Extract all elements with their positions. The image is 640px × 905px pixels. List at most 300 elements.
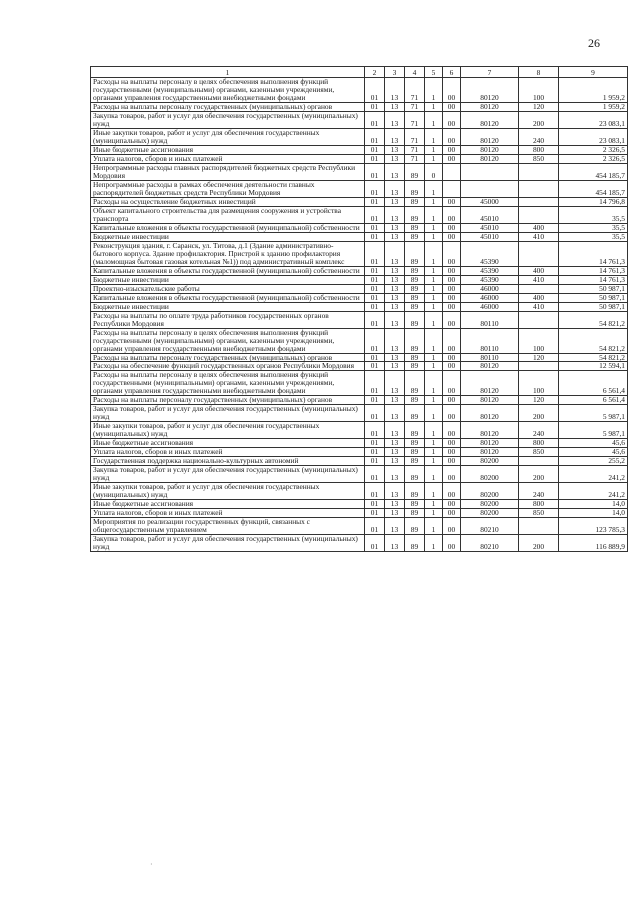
row-description: Иные бюджетные ассигнования — [91, 439, 365, 448]
row-subsection: 13 — [385, 509, 405, 518]
row-direction: 00 — [443, 371, 461, 396]
row-direction: 00 — [443, 223, 461, 232]
row-amount: 14 761,3 — [559, 241, 628, 266]
row-subprogram: 1 — [425, 328, 443, 353]
row-amount: 45,6 — [559, 448, 628, 457]
row-amount: 35,5 — [559, 232, 628, 241]
table-row — [91, 284, 628, 293]
row-subsection: 13 — [385, 405, 405, 422]
row-direction: 00 — [443, 396, 461, 405]
row-subprogram: 1 — [425, 509, 443, 518]
column-header: 9 — [559, 67, 628, 78]
row-target-code: 80120 — [461, 439, 519, 448]
row-expense-type — [519, 163, 559, 180]
row-subsection: 13 — [385, 483, 405, 500]
row-expense-type: 410 — [519, 275, 559, 284]
row-amount: 50 987,1 — [559, 302, 628, 311]
row-subprogram: 1 — [425, 466, 443, 483]
row-section: 01 — [365, 275, 385, 284]
row-expense-type: 100 — [519, 371, 559, 396]
row-section: 01 — [365, 266, 385, 275]
row-subsection: 13 — [385, 197, 405, 206]
row-expense-type: 200 — [519, 111, 559, 128]
row-subprogram: 1 — [425, 396, 443, 405]
row-direction — [443, 180, 461, 197]
row-subprogram: 1 — [425, 197, 443, 206]
row-subsection: 13 — [385, 275, 405, 284]
row-section: 01 — [365, 328, 385, 353]
row-description: Иные бюджетные ассигнования — [91, 500, 365, 509]
row-subsection: 13 — [385, 223, 405, 232]
row-target-code: 80200 — [461, 500, 519, 509]
table-row — [91, 311, 628, 328]
row-amount: 116 889,9 — [559, 535, 628, 552]
row-section: 01 — [365, 180, 385, 197]
row-subsection: 13 — [385, 78, 405, 103]
row-amount: 14,0 — [559, 500, 628, 509]
row-direction: 00 — [443, 353, 461, 362]
row-section: 01 — [365, 518, 385, 535]
row-description: Капитальные вложения в объекты государственной (муниципальной) собственности — [91, 293, 365, 302]
row-subprogram: 1 — [425, 457, 443, 466]
table-row — [91, 302, 628, 311]
row-direction: 00 — [443, 302, 461, 311]
row-target-code — [461, 180, 519, 197]
row-program: 89 — [405, 483, 425, 500]
row-direction: 00 — [443, 362, 461, 371]
row-subsection: 13 — [385, 145, 405, 154]
row-amount: 14,0 — [559, 509, 628, 518]
row-amount: 241,2 — [559, 483, 628, 500]
row-subsection: 13 — [385, 266, 405, 275]
row-direction: 00 — [443, 448, 461, 457]
row-expense-type: 120 — [519, 102, 559, 111]
row-program: 89 — [405, 266, 425, 275]
row-expense-type — [519, 518, 559, 535]
row-description: Иные закупки товаров, работ и услуг для обеспечения государственных (муниципальных) нужд — [91, 422, 365, 439]
row-expense-type: 850 — [519, 509, 559, 518]
row-program: 89 — [405, 206, 425, 223]
row-description: Расходы на обеспечение функций государственных органов Республики Мордовия — [91, 362, 365, 371]
row-direction: 00 — [443, 311, 461, 328]
row-subsection: 13 — [385, 535, 405, 552]
row-section: 01 — [365, 396, 385, 405]
row-expense-type: 800 — [519, 439, 559, 448]
row-program: 71 — [405, 78, 425, 103]
row-subprogram: 1 — [425, 311, 443, 328]
row-direction: 00 — [443, 518, 461, 535]
row-program: 71 — [405, 128, 425, 145]
row-expense-type: 200 — [519, 405, 559, 422]
row-subsection: 13 — [385, 241, 405, 266]
row-expense-type — [519, 311, 559, 328]
row-expense-type: 410 — [519, 302, 559, 311]
row-section: 01 — [365, 353, 385, 362]
row-description: Расходы на выплаты по оплате труда работников государственных органов Республики Мордовия — [91, 311, 365, 328]
row-section: 01 — [365, 302, 385, 311]
row-expense-type — [519, 284, 559, 293]
row-subprogram: 1 — [425, 302, 443, 311]
row-section: 01 — [365, 293, 385, 302]
row-target-code: 80120 — [461, 362, 519, 371]
table-row — [91, 466, 628, 483]
row-section: 01 — [365, 405, 385, 422]
row-expense-type: 400 — [519, 293, 559, 302]
row-subprogram: 1 — [425, 102, 443, 111]
row-direction: 00 — [443, 111, 461, 128]
row-section: 01 — [365, 535, 385, 552]
row-amount: 2 326,5 — [559, 145, 628, 154]
row-expense-type: 240 — [519, 483, 559, 500]
row-subsection: 13 — [385, 518, 405, 535]
table-row — [91, 422, 628, 439]
row-section: 01 — [365, 154, 385, 163]
row-target-code: 80120 — [461, 111, 519, 128]
row-description: Непрограммные расходы главных распорядителей бюджетных средств Республики Мордовия — [91, 163, 365, 180]
row-expense-type: 800 — [519, 500, 559, 509]
row-description: Расходы на выплаты персоналу государственных (муниципальных) органов — [91, 102, 365, 111]
row-subsection: 13 — [385, 284, 405, 293]
row-amount: 23 083,1 — [559, 111, 628, 128]
row-amount: 35,5 — [559, 223, 628, 232]
row-subprogram: 1 — [425, 293, 443, 302]
row-section: 01 — [365, 197, 385, 206]
row-expense-type — [519, 457, 559, 466]
row-description: Уплата налогов, сборов и иных платежей — [91, 448, 365, 457]
row-section: 01 — [365, 500, 385, 509]
row-target-code: 80110 — [461, 311, 519, 328]
row-program: 71 — [405, 154, 425, 163]
row-description: Объект капитального строительства для размещения сооружения и устройства транспорта — [91, 206, 365, 223]
row-program: 89 — [405, 275, 425, 284]
row-subsection: 13 — [385, 466, 405, 483]
row-program: 89 — [405, 535, 425, 552]
table-row — [91, 535, 628, 552]
row-section: 01 — [365, 509, 385, 518]
row-amount: 5 987,1 — [559, 422, 628, 439]
row-target-code: 80120 — [461, 145, 519, 154]
table-row — [91, 128, 628, 145]
row-subsection: 13 — [385, 311, 405, 328]
row-description: Мероприятия по реализации государственных функций, связанных с общегосударственным управлением — [91, 518, 365, 535]
table-row — [91, 241, 628, 266]
row-amount: 14 796,8 — [559, 197, 628, 206]
row-target-code: 46000 — [461, 302, 519, 311]
row-amount: 241,2 — [559, 466, 628, 483]
row-program: 89 — [405, 284, 425, 293]
row-direction: 00 — [443, 197, 461, 206]
column-header: 3 — [385, 67, 405, 78]
row-target-code: 80110 — [461, 353, 519, 362]
row-description: Расходы на осуществление бюджетных инвестиций — [91, 197, 365, 206]
row-program: 89 — [405, 293, 425, 302]
row-target-code: 80200 — [461, 483, 519, 500]
row-direction: 00 — [443, 275, 461, 284]
row-section: 01 — [365, 163, 385, 180]
row-section: 01 — [365, 439, 385, 448]
row-subsection: 13 — [385, 328, 405, 353]
row-target-code: 80210 — [461, 535, 519, 552]
row-direction: 00 — [443, 500, 461, 509]
row-subprogram: 1 — [425, 405, 443, 422]
row-amount: 1 959,2 — [559, 78, 628, 103]
row-description: Закупка товаров, работ и услуг для обеспечения государственных (муниципальных) нужд — [91, 466, 365, 483]
row-subprogram: 1 — [425, 78, 443, 103]
row-target-code: 45390 — [461, 266, 519, 275]
row-direction: 00 — [443, 78, 461, 103]
row-target-code: 80120 — [461, 371, 519, 396]
row-program: 89 — [405, 362, 425, 371]
row-expense-type — [519, 241, 559, 266]
row-description: Закупка товаров, работ и услуг для обеспечения государственных (муниципальных) нужд — [91, 111, 365, 128]
row-expense-type: 400 — [519, 223, 559, 232]
row-subsection: 13 — [385, 154, 405, 163]
row-subprogram: 1 — [425, 275, 443, 284]
row-amount: 35,5 — [559, 206, 628, 223]
row-description: Расходы на выплаты персоналу в целях обеспечения выполнения функций государственными (муниципальными) органами, казенными учреждениями, органами управления государственными внебюджетными фондами — [91, 78, 365, 103]
row-section: 01 — [365, 78, 385, 103]
row-target-code: 80200 — [461, 457, 519, 466]
row-description: Бюджетные инвестиции — [91, 302, 365, 311]
row-subprogram: 1 — [425, 439, 443, 448]
row-section: 01 — [365, 448, 385, 457]
row-program: 89 — [405, 500, 425, 509]
row-section: 01 — [365, 102, 385, 111]
table-row — [91, 111, 628, 128]
row-expense-type: 120 — [519, 396, 559, 405]
row-subsection: 13 — [385, 206, 405, 223]
row-subprogram: 1 — [425, 206, 443, 223]
row-description: Капитальные вложения в объекты государственной (муниципальной) собственности — [91, 266, 365, 275]
row-section: 01 — [365, 483, 385, 500]
row-program: 89 — [405, 422, 425, 439]
row-program: 89 — [405, 302, 425, 311]
row-subprogram: 1 — [425, 448, 443, 457]
row-description: Иные закупки товаров, работ и услуг для обеспечения государственных (муниципальных) нужд — [91, 483, 365, 500]
row-section: 01 — [365, 145, 385, 154]
row-section: 01 — [365, 422, 385, 439]
row-subprogram: 1 — [425, 154, 443, 163]
row-amount: 1 959,2 — [559, 102, 628, 111]
column-header: 7 — [461, 67, 519, 78]
row-program: 89 — [405, 328, 425, 353]
row-description: Реконструкция здания, г. Саранск, ул. Титова, д.1 (Здание административно-бытового корпуса. Здание профилактория. Пристрой к зданию профилактория (маломощная бытовая газовая котельная №1)) под административный комплекс — [91, 241, 365, 266]
row-subprogram: 1 — [425, 223, 443, 232]
header-row — [91, 67, 628, 78]
row-direction: 00 — [443, 509, 461, 518]
row-target-code: 80200 — [461, 509, 519, 518]
row-direction: 00 — [443, 128, 461, 145]
row-subprogram: 0 — [425, 163, 443, 180]
table-row — [91, 371, 628, 396]
row-amount: 54 821,2 — [559, 328, 628, 353]
row-direction: 00 — [443, 405, 461, 422]
row-subprogram: 1 — [425, 362, 443, 371]
row-direction: 00 — [443, 483, 461, 500]
row-subprogram: 1 — [425, 266, 443, 275]
row-amount: 12 594,1 — [559, 362, 628, 371]
row-expense-type: 850 — [519, 154, 559, 163]
row-description: Капитальные вложения в объекты государственной (муниципальной) собственности — [91, 223, 365, 232]
row-direction: 00 — [443, 466, 461, 483]
row-amount: 2 326,5 — [559, 154, 628, 163]
table-row — [91, 293, 628, 302]
row-expense-type: 800 — [519, 145, 559, 154]
row-amount: 255,2 — [559, 457, 628, 466]
row-section: 01 — [365, 311, 385, 328]
row-target-code: 80210 — [461, 518, 519, 535]
row-amount: 14 761,3 — [559, 266, 628, 275]
table-row — [91, 145, 628, 154]
row-amount: 54 821,2 — [559, 353, 628, 362]
row-expense-type: 100 — [519, 328, 559, 353]
row-subprogram: 1 — [425, 128, 443, 145]
row-subprogram: 1 — [425, 145, 443, 154]
column-header: 8 — [519, 67, 559, 78]
row-subsection: 13 — [385, 102, 405, 111]
row-subprogram: 1 — [425, 241, 443, 266]
row-subsection: 13 — [385, 128, 405, 145]
row-description: Уплата налогов, сборов и иных платежей — [91, 154, 365, 163]
row-section: 01 — [365, 206, 385, 223]
row-direction: 00 — [443, 145, 461, 154]
row-subsection: 13 — [385, 396, 405, 405]
row-program: 71 — [405, 111, 425, 128]
row-expense-type: 240 — [519, 422, 559, 439]
row-target-code: 45010 — [461, 206, 519, 223]
column-header: 1 — [91, 67, 365, 78]
row-subprogram: 1 — [425, 422, 443, 439]
row-amount: 14 761,3 — [559, 275, 628, 284]
row-target-code: 46000 — [461, 284, 519, 293]
row-section: 01 — [365, 284, 385, 293]
row-target-code: 46000 — [461, 293, 519, 302]
row-direction: 00 — [443, 422, 461, 439]
table-row — [91, 266, 628, 275]
table-row — [91, 328, 628, 353]
row-description: Расходы на выплаты персоналу в целях обеспечения выполнения функций государственными (муниципальными) органами, казенными учреждениями, органами управления государственными внебюджетными фондами — [91, 328, 365, 353]
row-subprogram: 1 — [425, 232, 443, 241]
row-amount: 5 987,1 — [559, 405, 628, 422]
row-description: Непрограммные расходы в рамках обеспечения деятельности главных распорядителей бюджетных средств Республики Мордовия — [91, 180, 365, 197]
table-row — [91, 405, 628, 422]
row-description: Расходы на выплаты персоналу государственных (муниципальных) органов — [91, 396, 365, 405]
row-direction — [443, 163, 461, 180]
row-subsection: 13 — [385, 111, 405, 128]
row-program: 89 — [405, 163, 425, 180]
row-section: 01 — [365, 457, 385, 466]
row-subsection: 13 — [385, 302, 405, 311]
row-target-code: 80120 — [461, 128, 519, 145]
row-subprogram: 1 — [425, 180, 443, 197]
row-amount: 50 987,1 — [559, 284, 628, 293]
row-amount: 54 821,2 — [559, 311, 628, 328]
row-program: 89 — [405, 396, 425, 405]
row-subprogram: 1 — [425, 483, 443, 500]
row-program: 89 — [405, 509, 425, 518]
row-subsection: 13 — [385, 163, 405, 180]
row-subsection: 13 — [385, 439, 405, 448]
row-subsection: 13 — [385, 422, 405, 439]
row-program: 71 — [405, 145, 425, 154]
table-row — [91, 154, 628, 163]
row-program: 71 — [405, 102, 425, 111]
row-target-code: 80110 — [461, 328, 519, 353]
row-amount: 454 185,7 — [559, 180, 628, 197]
row-program: 89 — [405, 518, 425, 535]
row-direction: 00 — [443, 439, 461, 448]
row-program: 89 — [405, 197, 425, 206]
row-subprogram: 1 — [425, 111, 443, 128]
row-direction: 00 — [443, 266, 461, 275]
table-row — [91, 275, 628, 284]
row-target-code: 80120 — [461, 405, 519, 422]
row-section: 01 — [365, 111, 385, 128]
row-expense-type: 400 — [519, 266, 559, 275]
column-header: 5 — [425, 67, 443, 78]
row-section: 01 — [365, 362, 385, 371]
row-description: Иные бюджетные ассигнования — [91, 145, 365, 154]
row-subsection: 13 — [385, 448, 405, 457]
row-target-code: 80120 — [461, 396, 519, 405]
row-direction: 00 — [443, 232, 461, 241]
row-target-code: 45000 — [461, 197, 519, 206]
row-amount: 6 561,4 — [559, 396, 628, 405]
row-subsection: 13 — [385, 457, 405, 466]
row-program: 89 — [405, 223, 425, 232]
row-direction: 00 — [443, 154, 461, 163]
row-subprogram: 1 — [425, 518, 443, 535]
page-number: 26 — [588, 36, 600, 50]
row-section: 01 — [365, 241, 385, 266]
row-subprogram: 1 — [425, 371, 443, 396]
row-expense-type — [519, 197, 559, 206]
row-expense-type — [519, 362, 559, 371]
table-row — [91, 180, 628, 197]
row-program: 89 — [405, 457, 425, 466]
table-row — [91, 78, 628, 103]
table-row — [91, 206, 628, 223]
footer-mark: · — [150, 860, 153, 869]
row-program: 89 — [405, 439, 425, 448]
row-description: Закупка товаров, работ и услуг для обеспечения государственных (муниципальных) нужд — [91, 535, 365, 552]
row-expense-type: 200 — [519, 535, 559, 552]
row-target-code: 80120 — [461, 102, 519, 111]
row-target-code: 45390 — [461, 241, 519, 266]
table-row — [91, 232, 628, 241]
row-program: 89 — [405, 405, 425, 422]
row-direction: 00 — [443, 293, 461, 302]
row-section: 01 — [365, 128, 385, 145]
row-program: 89 — [405, 448, 425, 457]
row-description: Расходы на выплаты персоналу государственных (муниципальных) органов — [91, 353, 365, 362]
row-program: 89 — [405, 353, 425, 362]
row-expense-type — [519, 180, 559, 197]
row-target-code: 80120 — [461, 448, 519, 457]
row-subsection: 13 — [385, 500, 405, 509]
row-subprogram: 1 — [425, 284, 443, 293]
table-row — [91, 197, 628, 206]
row-section: 01 — [365, 232, 385, 241]
row-expense-type: 100 — [519, 78, 559, 103]
row-amount: 123 785,3 — [559, 518, 628, 535]
row-subsection: 13 — [385, 353, 405, 362]
row-amount: 23 083,1 — [559, 128, 628, 145]
row-section: 01 — [365, 466, 385, 483]
row-subsection: 13 — [385, 362, 405, 371]
row-amount: 454 185,7 — [559, 163, 628, 180]
table-row — [91, 483, 628, 500]
